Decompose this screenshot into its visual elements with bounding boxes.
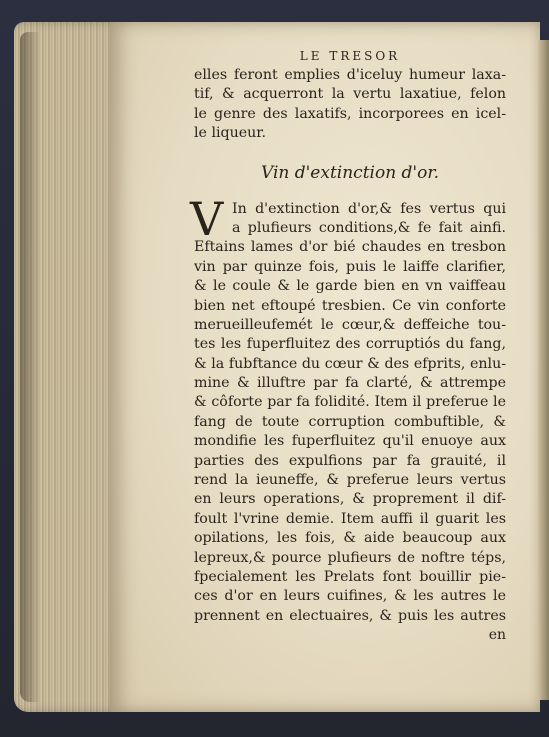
text-line: foult l'vrine demie. Item auffi il guarit les xyxy=(194,510,506,527)
running-head: LE TRESOR xyxy=(299,49,401,63)
drop-cap: V xyxy=(190,191,224,246)
text-line: mine & illuftre par fa clarté, & attrempe xyxy=(194,375,506,392)
text-line: ces d'or en leurs cuifines, & les autres le xyxy=(194,588,506,605)
text-line: en leurs operations, & proprement il dif- xyxy=(194,491,506,508)
catchword: en xyxy=(488,627,506,644)
text-line: le liqueur. xyxy=(194,125,267,142)
text-line: elles feront emplies d'iceluy humeur laxa- xyxy=(194,67,506,83)
text-line: In d'extinction d'or,& fes vertus qui xyxy=(232,200,506,217)
text-line: & le coule & le garde bien en vn vaiffeau xyxy=(194,278,506,295)
text-line: merueilleufemét le cœur,& deffeiche tou- xyxy=(194,316,506,333)
text-line: mondifie les fuperfluitez qu'il enuoye aux xyxy=(194,433,506,450)
text-line: parties des expulfions par fa grauité, il xyxy=(194,452,506,469)
section-title: Vin d'extinction d'or. xyxy=(260,162,440,183)
text-line: fpecialement les Prelats font bouillir pie- xyxy=(194,568,506,585)
text-line: bien net eftoupé tresbien. Ce vin conforte xyxy=(194,297,506,314)
text-line: vin par quinze fois, puis le laiffe clarifier, xyxy=(194,258,506,275)
text-line: tif, & acquerront la vertu laxatiue, felon xyxy=(194,86,506,103)
text-line: fang de toute corruption combuftible, & xyxy=(194,413,506,430)
text-line: prennent en electuaires, & puis les autres xyxy=(194,607,506,624)
page-stack-shadow xyxy=(20,32,40,702)
top-paragraph xyxy=(194,66,506,144)
text-line: & côforte par fa folidité. Item il preferue le xyxy=(194,394,506,411)
main-paragraph xyxy=(190,191,506,627)
text-line: opilations, les fois, & aide beaucoup aux xyxy=(194,530,506,547)
text-line: lepreux,& pource plufieurs de noftre téps, xyxy=(194,549,506,566)
text-line: a plufieurs conditions,& fe fait ainfi. xyxy=(232,219,506,236)
text-line: Eftains lames d'or bié chaudes en tresbon xyxy=(194,239,506,256)
page-text xyxy=(190,48,506,644)
text-line: & la fubftance du cœur & des efprits, enlu- xyxy=(194,355,506,372)
facing-page-edge xyxy=(538,40,549,700)
text-line: tes les fuperfluitez des corruptiós du fang, xyxy=(194,336,506,353)
text-line: rend la ieuneffe, & preferue leurs vertus xyxy=(194,472,506,489)
text-line: le genre des laxatifs, incorporees en icel- xyxy=(194,105,506,122)
